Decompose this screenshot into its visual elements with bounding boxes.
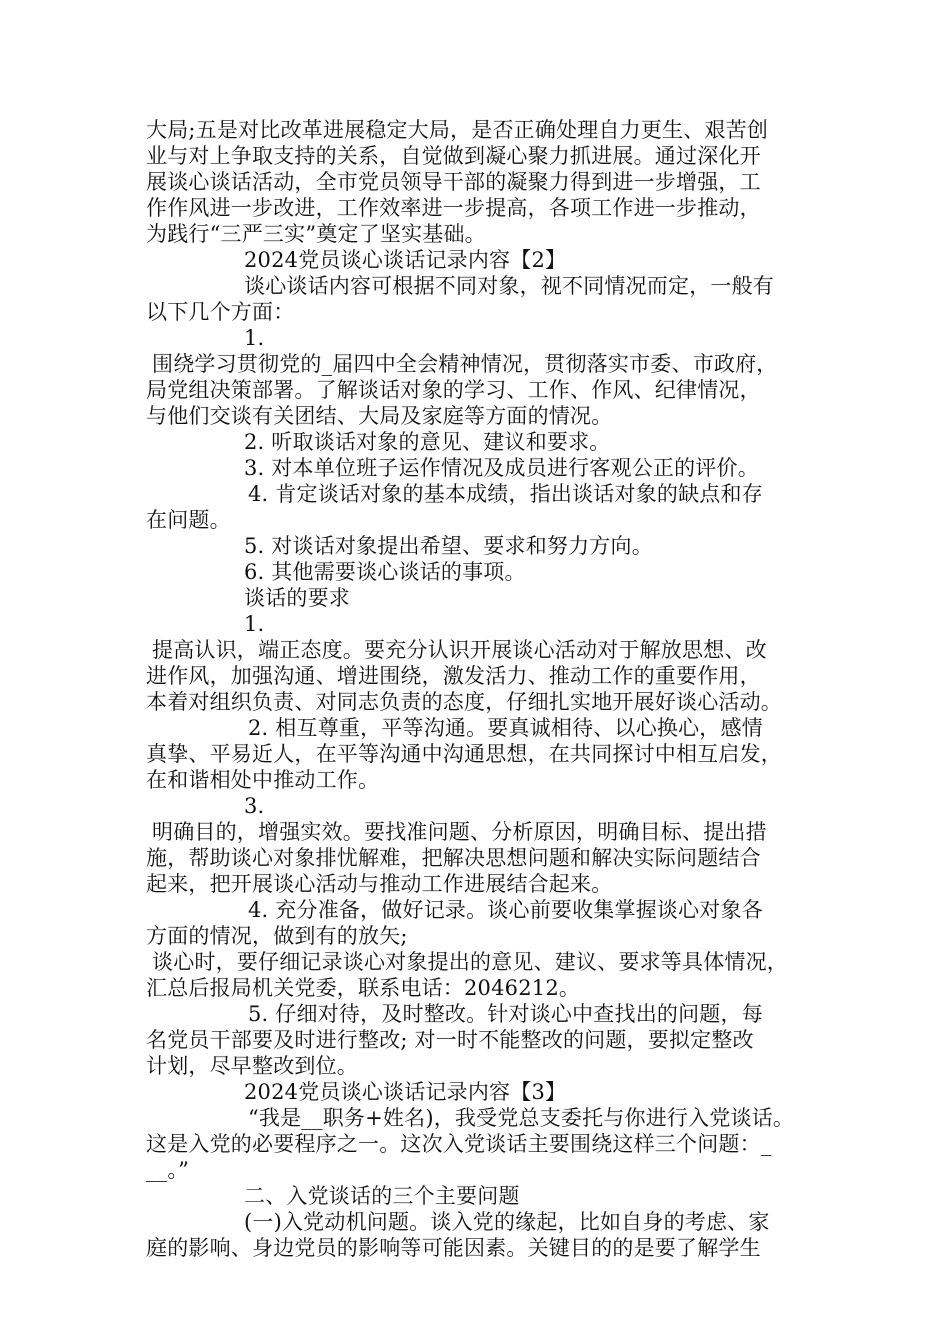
- section-heading: 2024党员谈心谈话记录内容【2】: [244, 248, 567, 272]
- body-text-line: 这是入党的必要程序之一。这次入党谈话主要围绕这样三个问题：_: [146, 1132, 772, 1156]
- list-item: 2. 相互尊重，平等沟通。要真诚相待、以心换心，感情: [248, 716, 763, 740]
- body-text-line: “我是__职务+姓名)，我受党总支委托与你进行入党谈话。: [248, 1106, 795, 1130]
- body-text-line: 围绕学习贯彻党的_届四中全会精神情况，贯彻落实市委、市政府，: [152, 352, 778, 376]
- body-text-line: 进作风，加强沟通、增进围绕，激发活力、推动工作的重要作用，: [146, 664, 761, 688]
- list-number: 1.: [244, 612, 265, 636]
- list-item: 4. 肯定谈话对象的基本成绩，指出谈话对象的缺点和存: [248, 482, 763, 506]
- body-text-line: 业与对上争取支持的关系，自觉做到凝心聚力抓进展。通过深化开: [146, 144, 761, 168]
- body-text-line: 作作风进一步改进，工作效率进一步提高，各项工作进一步推动，: [146, 196, 761, 220]
- body-text-line: 真挚、平易近人，在平等沟通中沟通思想，在共同探讨中相互启发，: [146, 742, 782, 766]
- list-item: 4. 充分准备，做好记录。谈心前要收集掌握谈心对象各: [248, 898, 763, 922]
- body-text-line: 与他们交谈有关团结、大局及家庭等方面的情况。: [146, 404, 613, 428]
- body-text-line: 方面的情况，做到有的放矢;: [146, 924, 408, 948]
- body-text-line: 计划，尽早整改到位。: [146, 1054, 358, 1078]
- body-text-line: 以下几个方面：: [146, 300, 295, 324]
- body-text-line: 局党组决策部署。了解谈话对象的学习、工作、作风、纪律情况，: [146, 378, 761, 402]
- body-text-line: 展谈心谈话活动，全市党员领导干部的凝聚力得到进一步增强，工: [146, 170, 761, 194]
- body-text-line: 本着对组织负责、对同志负责的态度，仔细扎实地开展好谈心活动。: [146, 690, 782, 714]
- body-text-line: 谈心谈话内容可根据不同对象，视不同情况而定，一般有: [244, 274, 774, 298]
- section-heading: 2024党员谈心谈话记录内容【3】: [244, 1080, 567, 1104]
- list-number: 1.: [244, 326, 265, 350]
- list-item: 5. 仔细对待，及时整改。针对谈心中查找出的问题，每: [248, 1002, 763, 1026]
- list-item: 3. 对本单位班子运作情况及成员进行客观公正的评价。: [244, 456, 759, 480]
- body-text-line: 在问题。: [146, 508, 231, 532]
- body-text-line: 谈心时，要仔细记录谈心对象提出的意见、建议、要求等具体情况，: [152, 950, 788, 974]
- body-text-line: 明确目的，增强实效。要找准问题、分析原因，明确目标、提出措: [152, 820, 767, 844]
- body-text-line: 施，帮助谈心对象排忧解难，把解决思想问题和解决实际问题结合: [146, 846, 761, 870]
- body-text-line: 汇总后报局机关党委，联系电话：2046212。: [146, 976, 581, 1000]
- list-item: 6. 其他需要谈心谈话的事项。: [244, 560, 526, 584]
- body-text-line: 提高认识，端正态度。要充分认识开展谈心活动对于解放思想、改: [152, 638, 767, 662]
- body-text-line: (一)入党动机问题。谈入党的缘起，比如自身的考虑、家: [244, 1210, 770, 1234]
- section-heading: 谈话的要求: [244, 586, 350, 610]
- body-text-line: 为践行“三严三实”奠定了坚实基础。: [146, 222, 486, 246]
- body-text-line: 大局;五是对比改革进展稳定大局，是否正确处理自力更生、艰苦创: [146, 118, 769, 142]
- list-item: 5. 对谈话对象提出希望、要求和努力方向。: [244, 534, 653, 558]
- list-item: 2. 听取谈话对象的意见、建议和要求。: [244, 430, 611, 454]
- section-heading: 二、入党谈话的三个主要问题: [244, 1184, 520, 1208]
- list-number: 3.: [244, 794, 265, 818]
- body-text-line: 名党员干部要及时进行整改; 对一时不能整改的问题，要拟定整改: [146, 1028, 754, 1052]
- body-text-line: 起来，把开展谈心活动与推动工作进展结合起来。: [146, 872, 613, 896]
- body-text-line: 庭的影响、身边党员的影响等可能因素。关键目的的是要了解学生: [146, 1236, 761, 1260]
- body-text-line: __。”: [146, 1158, 190, 1182]
- body-text-line: 在和谐相处中推动工作。: [146, 768, 380, 792]
